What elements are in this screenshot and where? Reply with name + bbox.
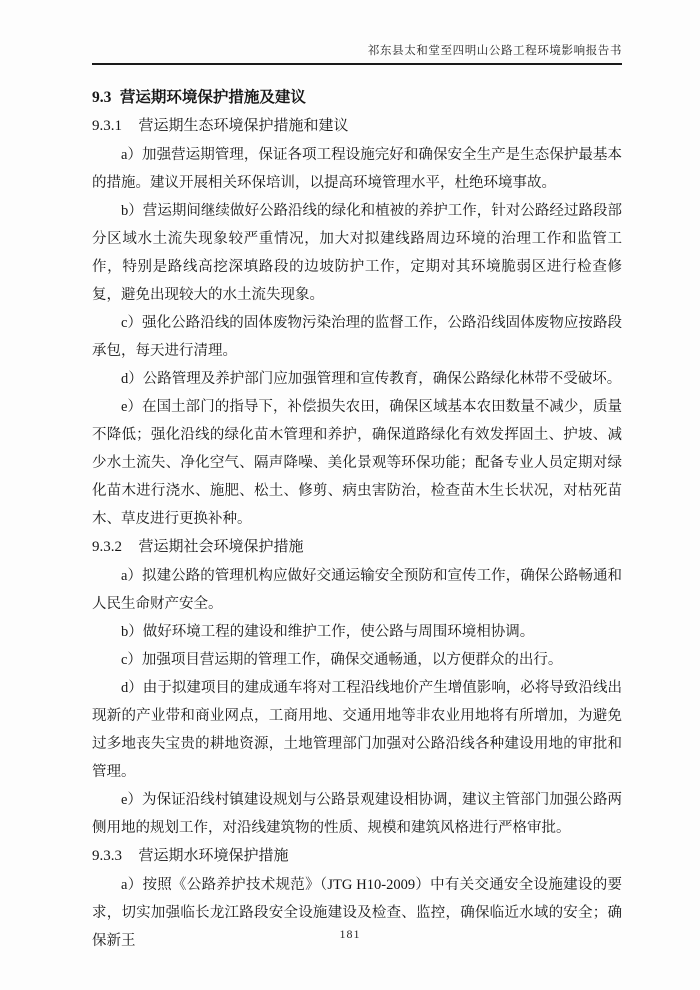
paragraph-9-3-1-b: b）营运期间继续做好公路沿线的绿化和植被的养护工作，针对公路经过路段部分区域水土流失现象较严重情况，加大对拟建线路周边环境的治理工作和监管工作，特别是路线高挖深填路段的边坡防护工作，定期对其环境脆弱区进行检查修复，避免出现较大的水土流失现象。: [92, 203, 622, 303]
paragraph-9-3-1-a: a）加强营运期管理，保证各项工程设施完好和确保安全生产是生态保护最基本的措施。建议开展相关环保培训，以提高环境管理水平，杜绝环境事故。: [92, 147, 622, 191]
paragraph-9-3-2-c: c）加强项目营运期的管理工作，确保交通畅通，以方便群众的出行。: [121, 652, 563, 668]
page-number: 181: [339, 927, 361, 941]
paragraph-9-3-2-a: a）拟建公路的管理机构应做好交通运输安全预防和宣传工作，确保公路畅通和人民生命财产安全。: [92, 568, 622, 612]
subsection-title: 营运期社会环境保护措施: [138, 539, 304, 555]
subsection-number: 9.3.3: [92, 848, 122, 864]
subsection-heading-9-3-3: [92, 842, 622, 871]
subsection-heading-9-3-1: [92, 112, 622, 141]
running-header: [92, 42, 622, 65]
subsection-heading-9-3-2: [92, 533, 622, 562]
subsection-title: 营运期生态环境保护措施和建议: [138, 118, 349, 134]
document-body: [92, 83, 622, 955]
paragraph-9-3-3-a: a）按照《公路养护技术规范》（JTG H10-2009）中有关交通安全设施建设的要求，切实加强临长龙江路段安全设施建设及检查、监控，确保临近水域的安全；确保新王: [92, 877, 622, 949]
running-header-title: 祁东县太和堂至四明山公路工程环境影响报告书: [367, 45, 622, 57]
page-footer: [0, 927, 700, 942]
section-heading-9-3: [92, 83, 622, 112]
paragraph-9-3-1-d: d）公路管理及养护部门应加强管理和宣传教育，确保公路绿化林带不受破坏。: [121, 371, 622, 387]
paragraph-9-3-1-e: e）在国土部门的指导下，补偿损失农田，确保区域基本农田数量不减少，质量不降低；强化沿线的绿化苗木管理和养护，确保道路绿化有效发挥固土、护坡、减少水土流失、净化空气、隔声降噪、美化景观等环保功能；配备专业人员定期对绿化苗木进行浇水、施肥、松土、修剪、病虫害防治，检查苗木生长状况，对枯死苗木、草皮进行更换补种。: [92, 399, 622, 527]
paragraph-9-3-2-d: d）由于拟建项目的建成通车将对工程沿线地价产生增值影响，必将导致沿线出现新的产业带和商业网点，工商用地、交通用地等非农业用地将有所增加，为避免过多地丧失宝贵的耕地资源，土地管理部门加强对公路沿线各种建设用地的审批和管理。: [92, 680, 622, 780]
paragraph-9-3-2-b: b）做好环境工程的建设和维护工作，使公路与周围环境相协调。: [121, 624, 535, 640]
subsection-number: 9.3.2: [92, 539, 122, 555]
section-title: 营运期环境保护措施及建议: [119, 89, 306, 106]
subsection-title: 营运期水环境保护措施: [138, 848, 289, 864]
section-number: 9.3: [92, 89, 112, 106]
paragraph-9-3-2-e: e）为保证沿线村镇建设规划与公路景观建设相协调，建议主管部门加强公路两侧用地的规划工作，对沿线建筑物的性质、规模和建筑风格进行严格审批。: [92, 792, 622, 836]
paragraph-9-3-1-c: c）强化公路沿线的固体废物污染治理的监督工作，公路沿线固体废物应按路段承包，每天进行清理。: [92, 315, 622, 359]
subsection-number: 9.3.1: [92, 118, 122, 134]
